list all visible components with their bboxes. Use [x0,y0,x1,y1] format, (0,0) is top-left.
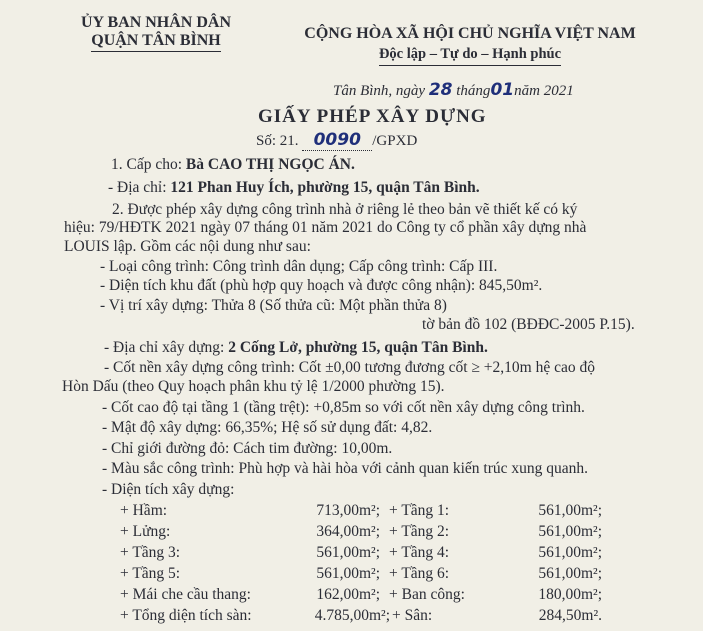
area-row: + Lửng: [120,523,171,540]
body-line-8: - Vị trí xây dựng: Thửa 8 (Số thửa cũ: Một phần thửa 8) [100,297,447,314]
issuer-line1: ỦY BAN NHÂN DÂN [80,14,232,31]
area-value: 561,00m²; [538,523,602,540]
body-line-12: Hòn Dấu (theo Quy hoạch phân khu tỷ lệ 1/2000 phường 15). [62,378,445,395]
area-value: 4.785,00m²; [314,607,390,624]
area-row: + Hầm: [120,502,168,519]
issuer-line2: QUẬN TÂN BÌNH [91,32,221,52]
area-value: 284,50m². [538,607,602,624]
area-value: 713,00m²; [316,502,380,519]
body-line-7: - Diện tích khu đất (phù hợp quy hoạch và được công nhận): 845,50m². [100,277,543,294]
national-motto: Độc lập – Tự do – Hạnh phúc [379,44,561,66]
date-month-label: tháng [456,83,491,99]
area-row: + Mái che cầu thang: [120,586,251,603]
issuer-header [66,14,246,52]
national-title: CỘNG HÒA XÃ HỘI CHỦ NGHĨA VIỆT NAM [304,25,636,42]
area-row: + Tầng 5: [120,565,181,582]
body-line-10: - Địa chỉ xây dựng: 2 Cống Lở, phường 15, quận Tân Bình. [104,339,488,356]
date-day: 28 [428,80,453,100]
body-line-17: - Diện tích xây dựng: [102,481,235,498]
body-line-1: 1. Cấp cho: Bà CAO THỊ NGỌC ÁN. [111,156,355,173]
area-row: + Tầng 2: [389,523,450,540]
area-row: + Ban công: [389,586,465,603]
area-value: 561,00m²; [538,565,602,582]
body-line-13: - Cốt cao độ tại tầng 1 (tầng trệt): +0,85m so với cốt nền xây dựng công trình. [102,399,585,416]
date-month: 01 [490,80,515,100]
area-value: 180,00m²; [538,586,602,603]
issue-date [333,80,574,100]
body-line-15: - Chỉ giới đường đỏ: Cách tim đường: 10,00m. [102,440,393,457]
number-prefix: Số: 21. [256,133,299,149]
area-row: + Tầng 1: [389,502,450,519]
body-line-4: hiệu: 79/HĐTK 2021 ngày 07 tháng 01 năm 2021 do Công ty cổ phần xây dựng nhà [64,219,587,236]
permit-number [256,130,417,151]
area-row: + Tầng 6: [389,565,450,582]
date-prefix: Tân Bình, ngày [333,83,426,99]
body-line-5: LOUIS lập. Gồm các nội dung như sau: [64,238,311,255]
area-row: + Tầng 3: [120,544,181,561]
date-year: năm 2021 [514,83,574,99]
body-line-11: - Cốt nền xây dựng công trình: Cốt ±0,00 tương đương cốt ≥ +2,10m hệ cao độ [104,359,595,376]
page-title: GIẤY PHÉP XÂY DỰNG [258,106,487,127]
area-value: 561,00m²; [538,502,602,519]
body-line-6: - Loại công trình: Công trình dân dụng; Cấp công trình: Cấp III. [100,258,498,275]
area-value: 561,00m²; [316,544,380,561]
number-suffix: /GPXD [372,133,418,149]
area-value: 561,00m²; [538,544,602,561]
area-value: 561,00m²; [316,565,380,582]
national-header [280,24,660,66]
body-line-2: - Địa chỉ: 121 Phan Huy Ích, phường 15, quận Tân Bình. [108,179,480,196]
area-row: + Sân: [392,607,433,624]
area-row: + Tầng 4: [389,544,450,561]
area-row: + Tổng diện tích sàn: [120,607,252,624]
body-line-14: - Mật độ xây dựng: 66,35%; Hệ số sử dụng đất: 4,82. [102,419,433,436]
body-line-9: tờ bản đồ 102 (BĐĐC-2005 P.15). [422,316,635,333]
number-value: 0090 [313,130,361,150]
area-value: 162,00m²; [316,586,380,603]
body-line-16: - Màu sắc công trình: Phù hợp và hài hòa với cảnh quan kiến trúc xung quanh. [102,460,589,477]
area-value: 364,00m²; [316,523,380,540]
body-line-3: 2. Được phép xây dựng công trình nhà ở riêng lẻ theo bản vẽ thiết kế có ký [112,201,578,218]
